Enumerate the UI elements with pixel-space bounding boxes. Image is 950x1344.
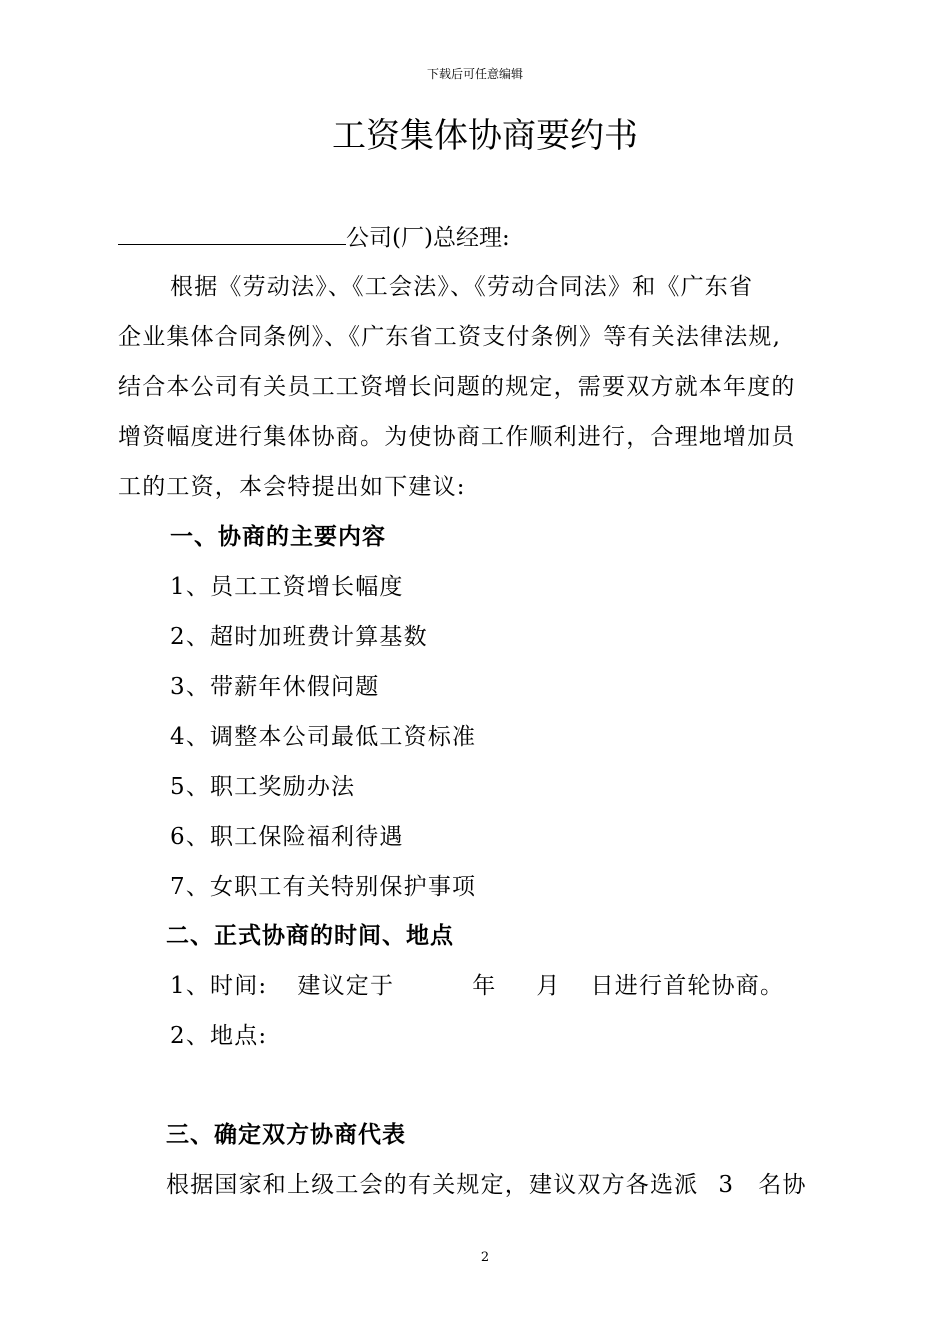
- section-1-item-5: 5、职工奖励办法: [170, 774, 356, 800]
- time-label: 1、时间:: [170, 973, 268, 999]
- representatives-text: 根据国家和上级工会的有关规定，建议双方各选派: [166, 1172, 699, 1198]
- section-1-item-6: 6、职工保险福利待遇: [170, 824, 404, 850]
- company-name-blank: [118, 222, 346, 245]
- intro-line-3: 结合本公司有关员工工资增长问题的规定，需要双方就本年度的: [118, 374, 796, 400]
- representatives-suffix: 名协: [758, 1172, 807, 1198]
- section-2-heading: 二、正式协商的时间、地点: [166, 923, 454, 949]
- intro-line-5: 工的工资，本会特提出如下建议:: [118, 474, 466, 500]
- section-3-heading: 三、确定双方协商代表: [166, 1122, 406, 1148]
- section-1-item-3: 3、带薪年休假问题: [170, 674, 380, 700]
- time-year: 年: [472, 973, 497, 999]
- header-note: 下载后可任意编辑: [426, 67, 523, 81]
- time-month: 月: [536, 973, 561, 999]
- intro-line-1: 根据《劳动法》、《工会法》、《劳动合同法》和《广东省: [170, 274, 754, 300]
- document-title: 工资集体协商要约书: [332, 116, 638, 156]
- intro-line-4: 增资幅度进行集体协商。为使协商工作顺利进行，合理地增加员: [118, 424, 796, 450]
- section-1-heading: 一、协商的主要内容: [170, 524, 386, 550]
- representatives-count: 3: [718, 1172, 735, 1198]
- addressee-text: 公司(厂)总经理:: [346, 225, 510, 251]
- intro-line-2: 企业集体合同条例》、《广东省工资支付条例》等有关法律法规,: [118, 324, 782, 350]
- section-1-item-4: 4、调整本公司最低工资标准: [170, 724, 477, 750]
- time-day: 日进行首轮协商。: [590, 973, 785, 999]
- page-number: 2: [480, 1250, 490, 1265]
- section-1-item-1: 1、员工工资增长幅度: [170, 574, 404, 600]
- addressee-line: [118, 222, 510, 253]
- section-2-place-line: 2、地点:: [170, 1023, 268, 1049]
- section-1-item-7: 7、女职工有关特别保护事项: [170, 874, 477, 900]
- section-2-time-line: [170, 971, 784, 1001]
- section-1-item-2: 2、超时加班费计算基数: [170, 624, 428, 650]
- time-suggest: 建议定于: [297, 973, 395, 999]
- section-3-line-1: [166, 1170, 807, 1200]
